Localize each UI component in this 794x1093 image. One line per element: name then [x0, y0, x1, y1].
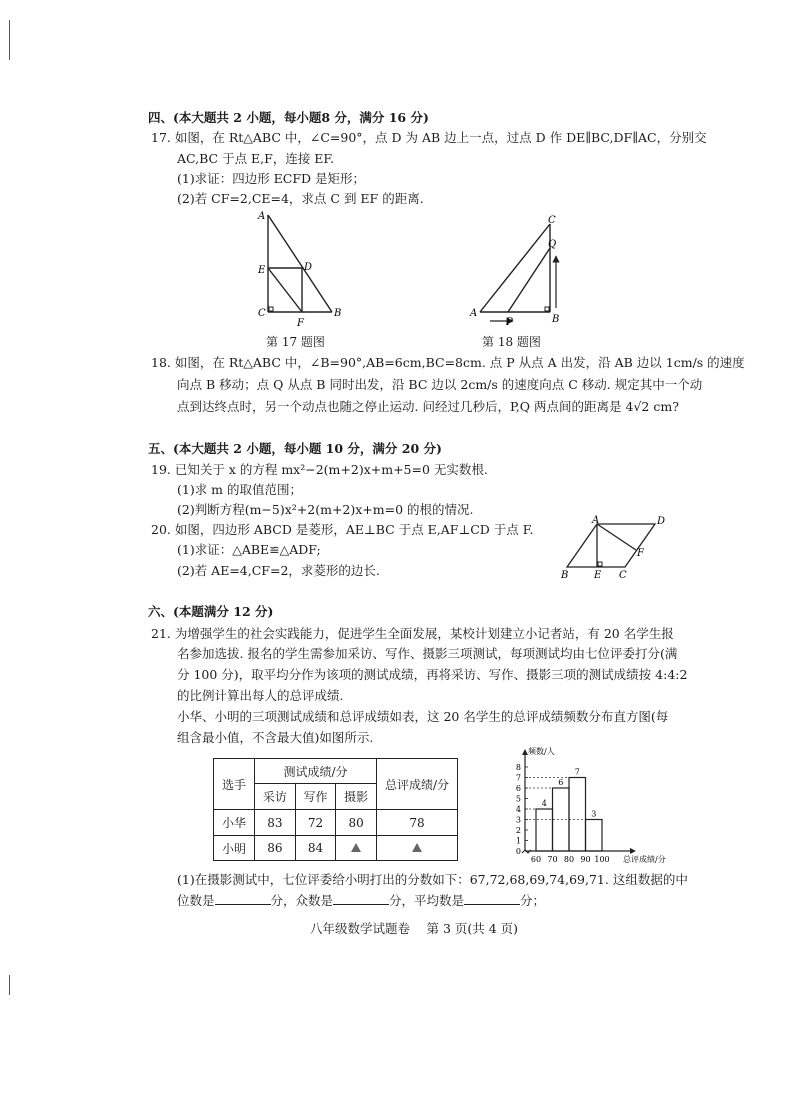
scan-edge-top — [9, 20, 10, 60]
table-sub-photo: 摄影 — [336, 784, 377, 810]
unknown-marker-icon — [336, 836, 377, 861]
figure-17-caption: 第 17 题图 — [266, 335, 325, 349]
end-label: 分； — [520, 893, 546, 908]
q19-part1: (1)求 m 的取值范围； — [177, 482, 303, 497]
q17-line1: 17. 如图，在 Rt△ABC 中，∠C=90°，点 D 为 AB 边上一点，过点 D 作 DE∥BC,DF∥AC，分别交 — [151, 130, 707, 145]
row-total: 78 — [377, 810, 458, 836]
y-tick-label: 3 — [515, 815, 521, 825]
row-name: 小华 — [214, 810, 255, 836]
fig20-label-b: B — [561, 570, 569, 581]
page-footer: 八年级数学试题卷 第 3 页(共 4 页) — [310, 921, 519, 936]
row-score: 80 — [336, 810, 377, 836]
row-score: 72 — [295, 810, 336, 836]
scan-edge-bottom — [9, 975, 10, 995]
fig20-label-d: D — [657, 516, 666, 527]
y-tick-label: 6 — [515, 784, 521, 793]
x-tick-label: 90 — [580, 855, 591, 864]
x-tick-label: 100 — [594, 855, 610, 864]
fig18-label-b: B — [552, 314, 560, 325]
q20-part2: (2)若 AE=4,CF=2，求菱形的边长. — [177, 563, 380, 578]
fig18-label-p: P — [506, 317, 513, 328]
x-tick-label: 70 — [547, 855, 558, 864]
table-row — [214, 836, 458, 861]
mode-blank[interactable] — [333, 892, 389, 905]
q17-part1: (1)求证：四边形 ECFD 是矩形； — [177, 171, 366, 186]
y-tick-label: 2 — [515, 826, 521, 835]
q21-part1-line1: (1)在摄影测试中，七位评委给小明打出的分数如下：67,72,68,69,74,69,71. 这组数据的中 — [177, 872, 688, 887]
q21-line4: 的比例计算出每人的总评成绩. — [177, 688, 344, 703]
section-4-title: 四、(本大题共 2 小题，每小题8 分，满分 16 分) — [148, 110, 429, 125]
y-tick-label: 4 — [515, 805, 521, 814]
q18-line1: 18. 如图，在 Rt△ABC 中，∠B=90°,AB=6cm,BC=8cm. 点 P 从点 A 出发，沿 AB 边以 1cm/s 的速度 — [151, 355, 745, 370]
q17-line2: AC,BC 于点 E,F，连接 EF. — [177, 151, 335, 166]
fig17-label-b: B — [334, 308, 342, 319]
table-sub-writing: 写作 — [295, 784, 336, 810]
fig17-label-e: E — [258, 265, 266, 276]
row-name: 小明 — [214, 836, 255, 861]
q21-line2: 名参加选拔. 报名的学生需参加采访、写作、摄影三项测试，每项测试均由七位评委打分(满 — [177, 646, 678, 661]
table-header-test: 测试成绩/分 — [255, 759, 377, 784]
median-blank[interactable] — [215, 892, 271, 905]
bar-value-label: 4 — [541, 799, 547, 808]
q18-line3: 点到达终点时，另一个动点也随之停止运动. 问经过几秒后，P,Q 两点间的距离是 4√2 cm? — [177, 399, 679, 414]
y-tick-label: 1 — [515, 836, 521, 846]
y-tick-label: 7 — [515, 773, 521, 783]
mean-label: 分，平均数是 — [389, 893, 465, 908]
table-header-total: 总评成绩/分 — [377, 759, 458, 810]
fig17-label-c: C — [258, 308, 266, 319]
q21-line3: 分 100 分)，取平均分作为该项的测试成绩，再将采访、写作、摄影三项的测试成绩按 4:4:2 — [177, 667, 688, 682]
fig20-label-a: A — [592, 515, 600, 526]
fig20-label-e: E — [594, 570, 602, 581]
y-tick-label: 5 — [515, 794, 521, 804]
median-label: 位数是 — [177, 893, 215, 908]
x-axis-arrow — [630, 848, 636, 854]
q19-line1: 19. 已知关于 x 的方程 mx²−2(m+2)x+m+5=0 无实数根. — [151, 462, 488, 477]
fig17-label-f: F — [297, 318, 304, 329]
q21-line5: 小华、小明的三项测试成绩和总评成绩如表，这 20 名学生的总评成绩频数分布直方图(每 — [177, 709, 669, 724]
q21-line6: 组含最小值，不含最大值)如图所示. — [177, 730, 374, 745]
mean-blank[interactable] — [464, 892, 520, 905]
x-axis-label: 总评成绩/分 — [623, 855, 666, 864]
section-6-title: 六、(本题满分 12 分) — [148, 604, 274, 619]
table-row — [214, 810, 458, 836]
y-axis-label: 频数/人 — [528, 747, 555, 756]
q20-line1: 20. 如图，四边形 ABCD 是菱形，AE⊥BC 于点 E,AF⊥CD 于点 F. — [151, 522, 534, 537]
histogram-bar — [586, 820, 603, 852]
fig20-label-f: F — [637, 548, 644, 559]
score-table — [213, 758, 458, 861]
unknown-marker-icon — [377, 836, 458, 861]
row-score: 86 — [255, 836, 296, 861]
fig17-label-d: D — [304, 262, 313, 273]
q21-part1-line2 — [177, 892, 545, 908]
bar-value-label: 6 — [558, 778, 564, 787]
figure-18 — [468, 212, 568, 327]
fig18-label-a: A — [470, 308, 478, 319]
fig18-label-q: Q — [548, 239, 557, 250]
bar-value-label: 3 — [591, 809, 597, 819]
histogram-bar — [569, 778, 586, 852]
y-tick-label: 8 — [515, 763, 521, 772]
fig20-label-c: C — [619, 570, 627, 581]
q17-part2: (2)若 CF=2,CE=4，求点 C 到 EF 的距离. — [177, 191, 424, 206]
histogram-bar — [536, 809, 553, 851]
figure-20 — [555, 512, 675, 582]
fig17-label-a: A — [258, 211, 266, 222]
fig18-label-c: C — [548, 215, 556, 226]
q19-part2: (2)判断方程(m−5)x²+2(m+2)x+m=0 的根的情况. — [177, 502, 474, 517]
frequency-histogram — [505, 742, 695, 867]
mode-label: 分，众数是 — [270, 893, 334, 908]
figure-18-caption: 第 18 题图 — [482, 335, 541, 349]
q20-part1: (1)求证：△ABE≌△ADF; — [177, 542, 321, 557]
q21-line1: 21. 为增强学生的社会实践能力，促进学生全面发展，某校计划建立小记者站，有 20 名学生报 — [151, 626, 674, 641]
x-tick-label: 60 — [530, 855, 542, 864]
q18-line2: 向点 B 移动；点 Q 从点 B 同时出发，沿 BC 边以 2cm/s 的速度向点 C 移动. 规定其中一个动 — [177, 377, 703, 392]
x-tick-label: 80 — [563, 855, 575, 864]
bar-value-label: 7 — [574, 767, 580, 777]
table-sub-interview: 采访 — [255, 784, 296, 810]
row-score: 83 — [255, 810, 296, 836]
figure-17 — [250, 205, 340, 330]
row-score: 84 — [295, 836, 336, 861]
table-header-player: 选手 — [214, 759, 255, 810]
section-5-title: 五、(本大题共 2 小题，每小题 10 分，满分 20 分) — [148, 441, 442, 456]
y-tick-label: 0 — [515, 847, 521, 856]
